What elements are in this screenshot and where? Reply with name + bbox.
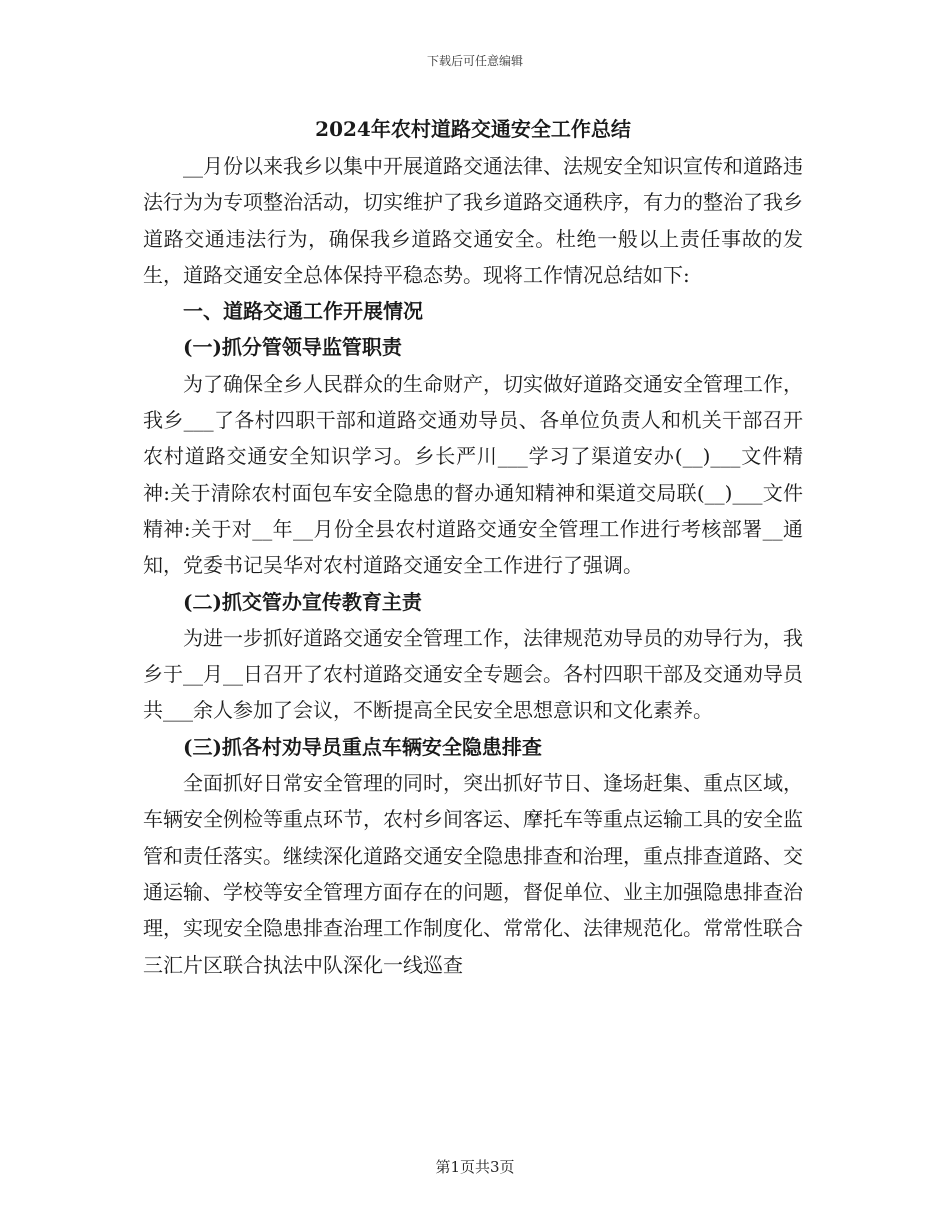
subsection-heading-1: (一)抓分管领导监管职责 (183, 335, 402, 360)
subsection-heading-2: (二)抓交管办宣传教育主责 (183, 589, 422, 614)
document-body (143, 110, 803, 983)
document-title: 2024年农村道路交通安全工作总结 (315, 117, 631, 141)
subsection-paragraph-3: 全面抓好日常安全管理的同时，突出抓好节日、逢场赶集、重点区域，车辆安全例检等重点环节，农村乡间客运、摩托车等重点运输工具的安全监管和责任落实。继续深化道路交通安全隐患排查和治理，重点排查道路、交通运输、学校等安全管理方面存在的问题，督促单位、业主加强隐患排查治理，实现安全隐患排查治理工作制度化、常常化、法律规范化。常常性联合三汇片区联合执法中队深化一线巡查 (143, 771, 803, 977)
subsection-paragraph-2: 为进一步抓好道路交通安全管理工作，法律规范劝导员的劝导行为，我乡于__月__日召开了农村道路交通安全专题会。各村四职干部及交通劝导员共___余人参加了会议，不断提高全民安全思想意识和文化素养。 (143, 625, 803, 723)
page-footer: 第1页共3页 (435, 1158, 515, 1176)
intro-paragraph: __月份以来我乡以集中开展道路交通法律、法规安全知识宣传和道路违法行为为专项整治活动，切实维护了我乡道路交通秩序，有力的整治了我乡道路交通违法行为，确保我乡道路交通安全。杜绝一般以上责任事故的发生，道路交通安全总体保持平稳态势。现将工作情况总结如下: (143, 154, 803, 287)
section-heading-1: 一、道路交通工作开展情况 (183, 299, 423, 324)
subsection-paragraph-1: 为了确保全乡人民群众的生命财产，切实做好道路交通安全管理工作，我乡___了各村四职干部和道路交通劝导员、各单位负责人和机关干部召开农村道路交通安全知识学习。乡长严川___学习了渠道安办(__)___文件精神:关于清除农村面包车安全隐患的督办通知精神和渠道交局联(__)___文件精神:关于对__年__月份全县农村道路交通安全管理工作进行考核部署__通知，党委书记吴华对农村道路交通安全工作进行了强调。 (143, 371, 803, 578)
subsection-heading-3: (三)抓各村劝导员重点车辆安全隐患排查 (183, 734, 542, 759)
page-header: 下载后可任意编辑 (426, 54, 523, 68)
